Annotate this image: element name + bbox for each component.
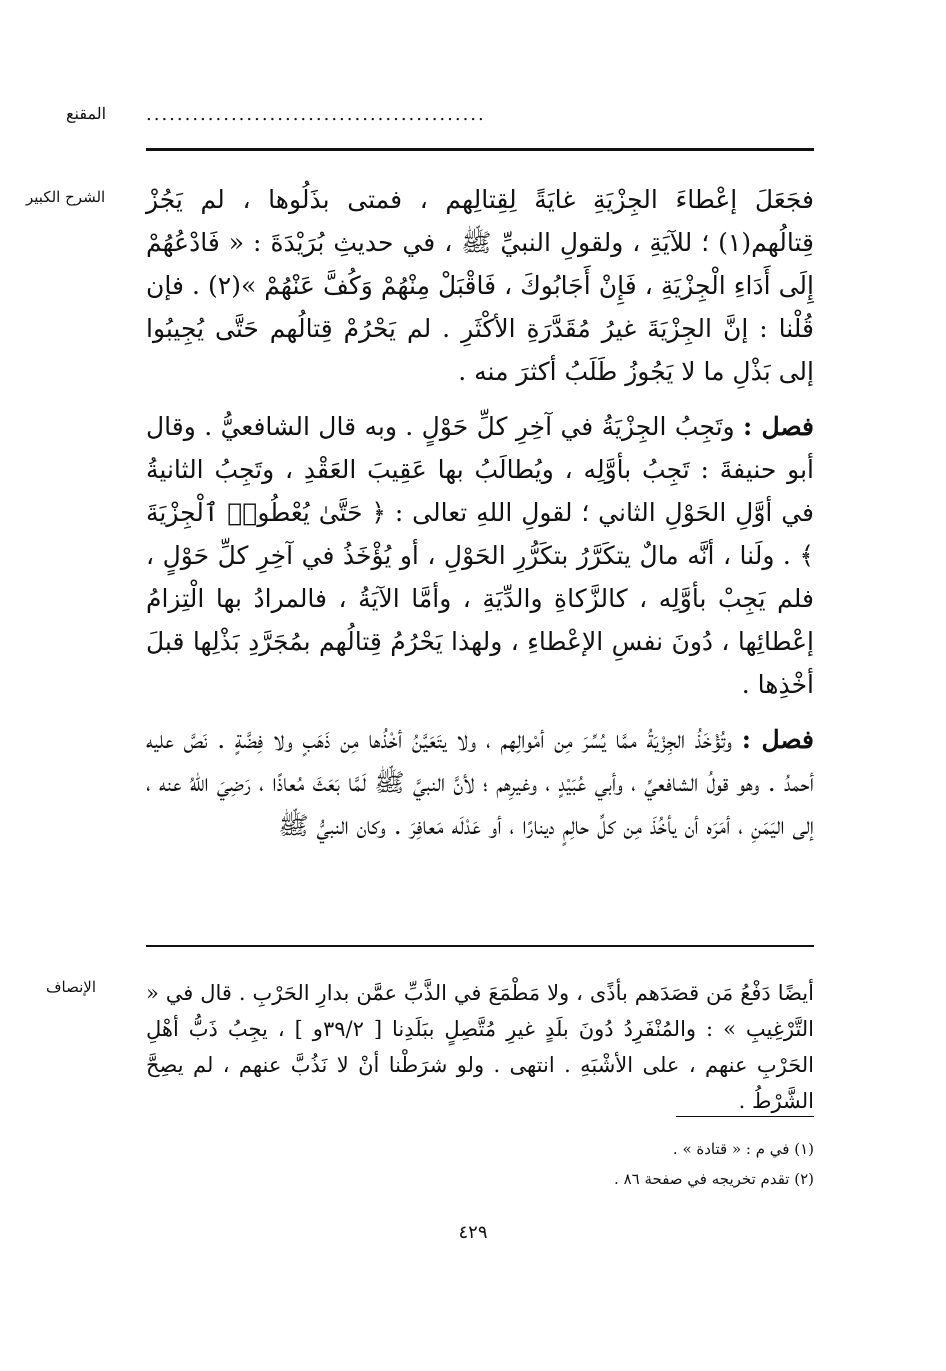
- header-dotted-leader: ............................................: [146, 104, 486, 125]
- paragraph-2: [146, 405, 814, 706]
- section-heading: فصل :: [741, 725, 815, 754]
- sidebar-label-insaf: الإنصاف: [46, 978, 97, 996]
- section-heading: فصل :: [743, 412, 815, 441]
- paragraph-2-text: وتَجِبُ الجِزْيَةُ في آخِرِ كلِّ حَوْلٍ . وبه قال الشافعيُّ . وقال أبو حنيفةَ : تَجِبُ بأوَّلِه ، ويُطالَبُ بها عَقِيبَ العَقْدِ ، وتَجِبُ الثانيةُ في أوَّلِ الحَوْلِ الثاني ؛ لقولِ اللهِ تعالى : ﴿ حَتَّىٰ يُعْطُوا۟ ٱلْجِزْيَةَ ﴾ . ولَنا ، أنَّه مالٌ يتكَرَّرُ بتكَرُّرِ الحَوْلِ ، أو يُؤْخَذُ في آخِرِ كلِّ حَوْلٍ ، فلم يَجِبْ بأوَّلِه ، كالزَّكاةِ والدِّيَةِ ، وأمَّا الآيَةُ ، فالمرادُ بها الْتِزامُ إعْطائِها ، دُونَ نفسِ الإعْطاءِ ، ولهذا يَحْرُمُ قِتالُهم بمُجَرَّدِ بَذْلِها قبلَ أخْذِها .: [146, 412, 814, 699]
- footnotes: [146, 1134, 814, 1194]
- main-commentary: [146, 178, 814, 847]
- paragraph-3: [146, 718, 814, 847]
- insaf-paragraph: أيضًا دَفْعُ مَن قصَدَهم بأذًى ، ولا مَطْمَعَ في الذَّبِّ عمَّن بدارِ الحَرْبِ . قال في « التَّرْغِيبِ » : والمُنْفَرِدُ دُونَ بلَدٍ غيرِ مُتَّصِلٍ ببَلَدِنا [ ٣٩/٢و ] ، يجِبُ ذَبُّ أهْلِ الحَرْبِ عنهم ، على الأشْبَهِ . انتهى . ولو شرَطْنا أنْ لا نَذُبَّ عنهم ، لم يصِحَّ الشَّرْطُ .: [146, 981, 814, 1113]
- header-rule: [146, 148, 814, 151]
- footnote-2: (٢) تقدم تخريجه في صفحة ٨٦ .: [614, 1170, 814, 1188]
- footnote-1: (١) في م : « قتادة » .: [672, 1140, 814, 1158]
- paragraph-1: فجَعَلَ إعْطاءَ الجِزْيَةِ غايَةً لِقِتالِهم ، فمتى بذَلُوها ، لم يَجُزْ قِتالُهم(١) ؛ للآيَةِ ، ولقولِ النبيِّ ﷺ ، في حديثِ بُرَيْدَةَ : « فَادْعُهُمْ إِلَى أَدَاءِ الْجِزْيَةِ ، فَإِنْ أَجَابُوكَ ، فَاقْبَلْ مِنْهُمْ وَكُفَّ عَنْهُمْ »(٢) . فإن قُلْنا : إنَّ الجِزْيَةَ غيرُ مُقَدَّرَةِ الأكْثَرِ . لم يَحْرُمْ قِتالُهم حَتَّى يُجِيبُوا إلى بَذْلِ ما لا يَجُوزُ طَلَبُ أكثرَ منه .: [146, 185, 814, 386]
- sidebar-label-sharh: الشرح الكبير: [26, 188, 106, 206]
- insaf-section: [146, 975, 814, 1119]
- book-title-header: المقنع: [66, 104, 107, 123]
- paragraph-3-text: وتُؤْخَذُ الجِزْيَةُ ممَّا يُسِّرَ مِن أمْوالِهم ، ولا يتَعَيَّنُ أخْذُها مِن ذَهَبٍ ولا فِضَّةٍ . نَصَّ عليه أحمدُ . وهو قولُ الشافعيِّ ، وأبي عُبَيْدٍ ، وغيرِهم ؛ لأنَّ النبيَّ ﷺ لَمَّا بَعَثَ مُعاذًا ، رَضِيَ اللهُ عنه ، إلى اليَمَنِ ، أمَرَه أن يأخُذَ مِن كلِّ حالِمٍ دينارًا ، أو عَدْلَه مَعافِرَ . وكان النبيُّ ﷺ: [146, 725, 814, 840]
- page-number: ٤٢٩: [458, 1222, 488, 1243]
- footnote-rule: [676, 1116, 814, 1117]
- section-divider: [146, 945, 814, 947]
